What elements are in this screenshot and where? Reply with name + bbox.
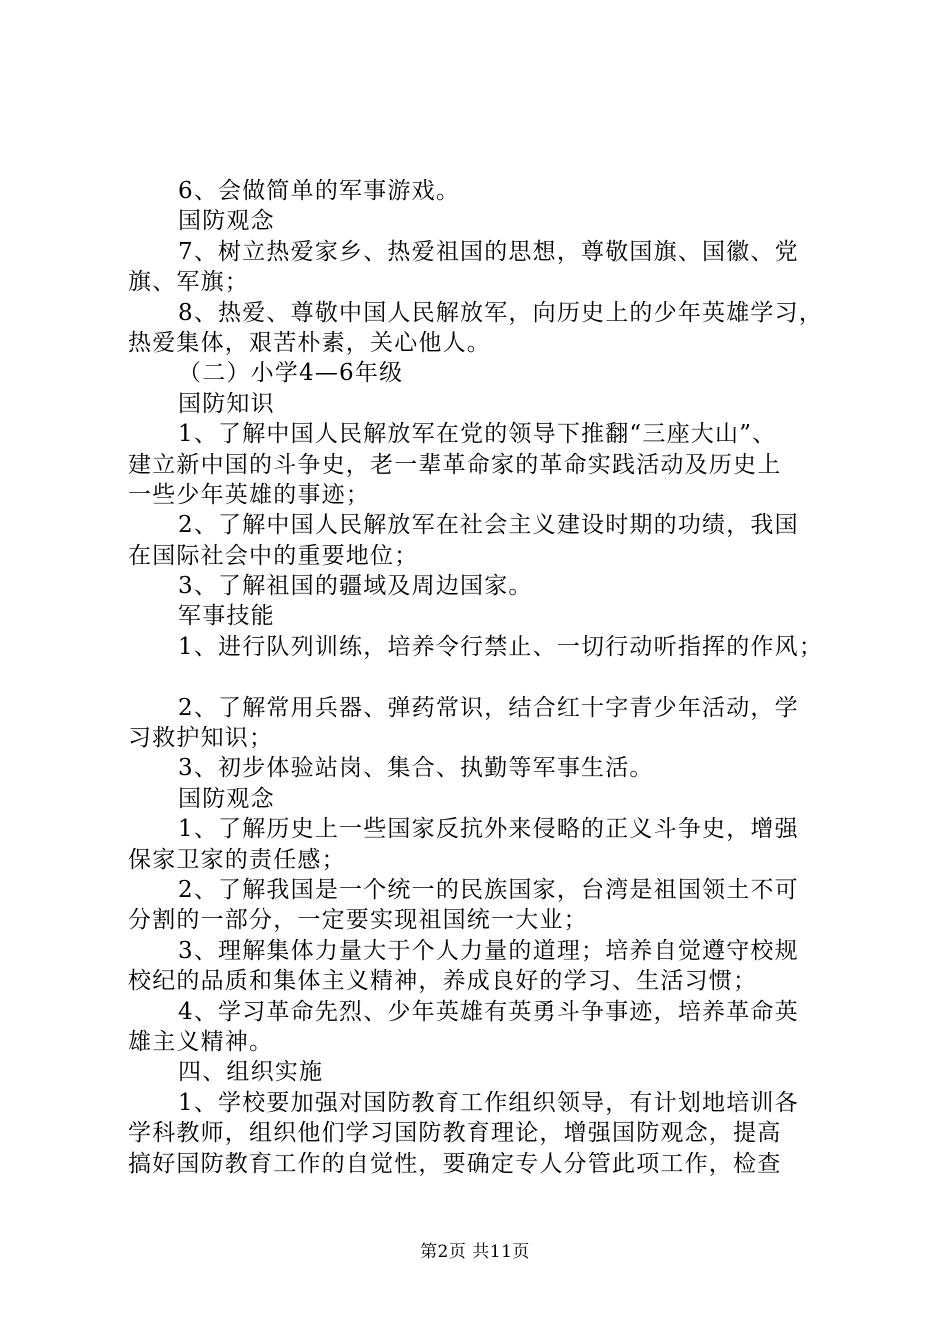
text-line: （二）小学4—6年级 bbox=[178, 360, 404, 387]
text-line: 国防观念 bbox=[178, 785, 275, 812]
text-line: 7、树立热爱家乡、热爱祖国的思想，尊敬国旗、国徽、党 bbox=[178, 238, 799, 265]
text-line: 1、学校要加强对国防教育工作组织领导，有计划地培训各 bbox=[178, 1089, 799, 1116]
text-line: 2、了解常用兵器、弹药常识，结合红十字青少年活动，学 bbox=[178, 694, 799, 721]
text-line: 热爱集体，艰苦朴素，关心他人。 bbox=[128, 329, 491, 356]
text-line: 1、进行队列训练，培养令行禁止、一切行动听指挥的作风； bbox=[178, 633, 824, 660]
text-line: 6、会做简单的军事游戏。 bbox=[178, 178, 461, 204]
text-line: 校纪的品质和集体主义精神，养成良好的学习、生活习惯； bbox=[128, 968, 758, 995]
text-line bbox=[128, 662, 833, 692]
text-line: 保家卫家的责任感； bbox=[128, 846, 346, 873]
text-line: 3、了解祖国的疆域及周边国家。 bbox=[178, 573, 533, 600]
text-line: 四、组织实施 bbox=[178, 1059, 324, 1086]
text-line: 8、热爱、尊敬中国人民解放军，向历史上的少年英雄学习， bbox=[178, 299, 824, 326]
text-line: 1、了解中国人民解放军在党的领导下推翻“三座大山”、 bbox=[178, 421, 777, 448]
text-line: 分割的一部分，一定要实现祖国统一大业； bbox=[128, 907, 588, 934]
text-line: 1、了解历史上一些国家反抗外来侵略的正义斗争史，增强 bbox=[178, 816, 799, 843]
text-line: 2、了解我国是一个统一的民族国家，台湾是祖国领土不可 bbox=[178, 876, 799, 903]
text-line: 一些少年英雄的事迹； bbox=[128, 481, 370, 508]
page-footer: 第2页 共11页 bbox=[420, 1242, 530, 1262]
text-line: 军事技能 bbox=[178, 603, 275, 630]
text-line: 3、初步体验站岗、集合、执勤等军事生活。 bbox=[178, 755, 654, 782]
text-line: 3、理解集体力量大于个人力量的道理；培养自觉遵守校规 bbox=[178, 937, 799, 964]
text-line: 学科教师，组织他们学习国防教育理论，增强国防观念，提高 bbox=[128, 1120, 782, 1147]
text-line: 建立新中国的斗争史，老一辈革命家的革命实践活动及历史上 bbox=[128, 451, 782, 478]
text-line: 搞好国防教育工作的自觉性，要确定专人分管此项工作，检查 bbox=[128, 1150, 782, 1177]
text-line: 国防知识 bbox=[178, 390, 275, 417]
text-line: 习救护知识； bbox=[128, 725, 274, 752]
text-line: 雄主义精神。 bbox=[128, 1028, 274, 1055]
text-line: 国防观念 bbox=[178, 208, 275, 235]
text-line: 在国际社会中的重要地位； bbox=[128, 542, 419, 569]
text-line: 4、学习革命先烈、少年英雄有英勇斗争事迹，培养革命英 bbox=[178, 998, 799, 1025]
text-line: 2、了解中国人民解放军在社会主义建设时期的功绩，我国 bbox=[178, 512, 799, 539]
text-line: 旗、军旗； bbox=[128, 269, 249, 296]
document-body bbox=[128, 176, 833, 1179]
